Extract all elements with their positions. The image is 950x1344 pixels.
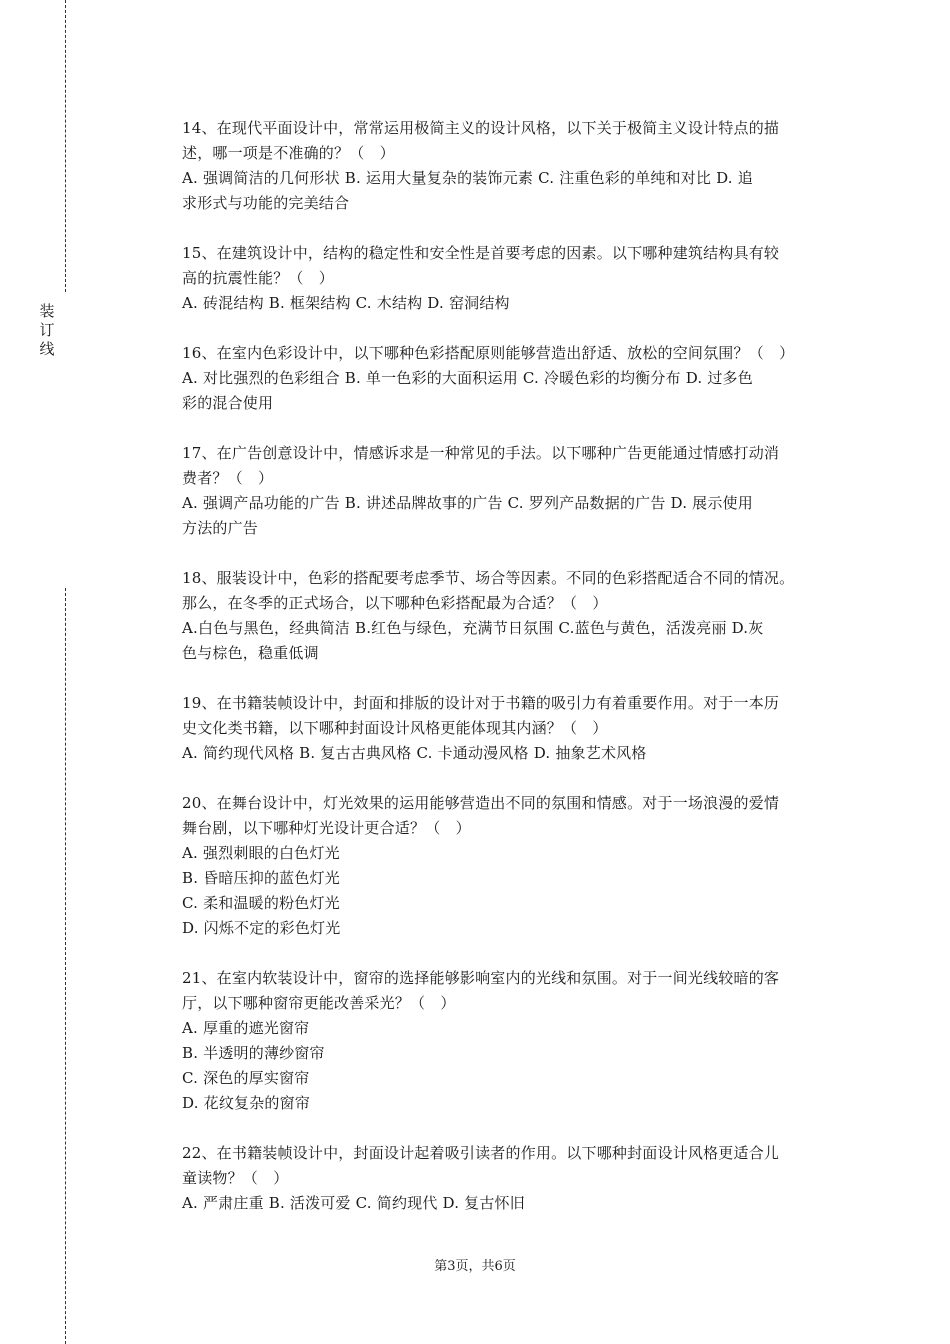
question-text-line: 18、服装设计中，色彩的搭配要考虑季节、场合等因素。不同的色彩搭配适合不同的情况。: [182, 569, 795, 587]
question-option: C. 深色的厚实窗帘: [182, 1069, 310, 1087]
question-text-line: 17、在广告创意设计中，情感诉求是一种常见的手法。以下哪种广告更能通过情感打动消: [182, 444, 780, 462]
question-text-line: 述，哪一项是不准确的？（ ）: [182, 144, 395, 162]
question-19: [182, 691, 838, 766]
question-15: [182, 241, 838, 316]
question-options-line: A. 砖混结构 B. 框架结构 C. 木结构 D. 窑洞结构: [182, 294, 510, 312]
question-options-line: A. 强调简洁的几何形状 B. 运用大量复杂的装饰元素 C. 注重色彩的单纯和对比 D. 追: [182, 169, 753, 187]
question-text-line: 史文化类书籍，以下哪种封面设计风格更能体现其内涵？（ ）: [182, 719, 608, 737]
question-16: [182, 341, 838, 416]
binding-label-char: 订: [39, 321, 55, 339]
question-text-line: 20、在舞台设计中，灯光效果的运用能够营造出不同的氛围和情感。对于一场浪漫的爱情: [182, 794, 780, 812]
question-text-line: 22、在书籍装帧设计中，封面设计起着吸引读者的作用。以下哪种封面设计风格更适合儿: [182, 1144, 780, 1162]
question-option: A. 强烈刺眼的白色灯光: [182, 844, 340, 862]
binding-label-char: 装: [39, 302, 55, 320]
question-option: A. 厚重的遮光窗帘: [182, 1019, 310, 1037]
binding-label-char: 线: [39, 340, 55, 358]
question-options-line: A. 对比强烈的色彩组合 B. 单一色彩的大面积运用 C. 冷暖色彩的均衡分布 D. 过多色: [182, 369, 753, 387]
question-text-line: 高的抗震性能？（ ）: [182, 269, 335, 287]
question-text-line: 那么，在冬季的正式场合，以下哪种色彩搭配最为合适？（ ）: [182, 594, 608, 612]
question-option: B. 半透明的薄纱窗帘: [182, 1044, 325, 1062]
question-option: D. 闪烁不定的彩色灯光: [182, 919, 341, 937]
question-text-line: 19、在书籍装帧设计中，封面和排版的设计对于书籍的吸引力有着重要作用。对于一本历: [182, 694, 780, 712]
question-text-line: 费者？（ ）: [182, 469, 274, 487]
binding-label: [38, 302, 56, 359]
question-text-line: 15、在建筑设计中，结构的稳定性和安全性是首要考虑的因素。以下哪种建筑结构具有较: [182, 244, 780, 262]
question-options-line: A. 简约现代风格 B. 复古古典风格 C. 卡通动漫风格 D. 抽象艺术风格: [182, 744, 647, 762]
question-options-line: 方法的广告: [182, 519, 259, 537]
question-options-line: 求形式与功能的完美结合: [182, 194, 350, 212]
question-14: [182, 116, 838, 216]
question-22: [182, 1141, 838, 1216]
question-20: [182, 791, 838, 941]
question-options-line: A.白色与黑色，经典简洁 B.红色与绿色，充满节日氛围 C.蓝色与黄色，活泼亮丽 D.灰: [182, 619, 764, 637]
question-options-line: 彩的混合使用: [182, 394, 274, 412]
question-options-line: A. 强调产品功能的广告 B. 讲述品牌故事的广告 C. 罗列产品数据的广告 D. 展示使用: [182, 494, 753, 512]
page-number: 第3页，共6页: [434, 1259, 516, 1274]
question-text-line: 16、在室内色彩设计中，以下哪种色彩搭配原则能够营造出舒适、放松的空间氛围？（ ）: [182, 344, 795, 362]
question-text-line: 21、在室内软装设计中，窗帘的选择能够影响室内的光线和氛围。对于一间光线较暗的客: [182, 969, 780, 987]
question-option: C. 柔和温暖的粉色灯光: [182, 894, 340, 912]
question-option: D. 花纹复杂的窗帘: [182, 1094, 311, 1112]
question-text-line: 舞台剧，以下哪种灯光设计更合适？（ ）: [182, 819, 471, 837]
question-options-line: A. 严肃庄重 B. 活泼可爱 C. 简约现代 D. 复古怀旧: [182, 1194, 525, 1212]
binding-line-bottom: [65, 588, 66, 1344]
binding-line-top: [65, 0, 66, 292]
question-option: B. 昏暗压抑的蓝色灯光: [182, 869, 340, 887]
question-options-line: 色与棕色，稳重低调: [182, 644, 319, 662]
question-text-line: 童读物？（ ）: [182, 1169, 289, 1187]
question-text-line: 厅，以下哪种窗帘更能改善采光？（ ）: [182, 994, 456, 1012]
question-17: [182, 441, 838, 541]
question-text-line: 14、在现代平面设计中，常常运用极简主义的设计风格，以下关于极简主义设计特点的描: [182, 119, 780, 137]
question-21: [182, 966, 838, 1116]
question-18: [182, 566, 838, 666]
question-list: [182, 116, 838, 1241]
